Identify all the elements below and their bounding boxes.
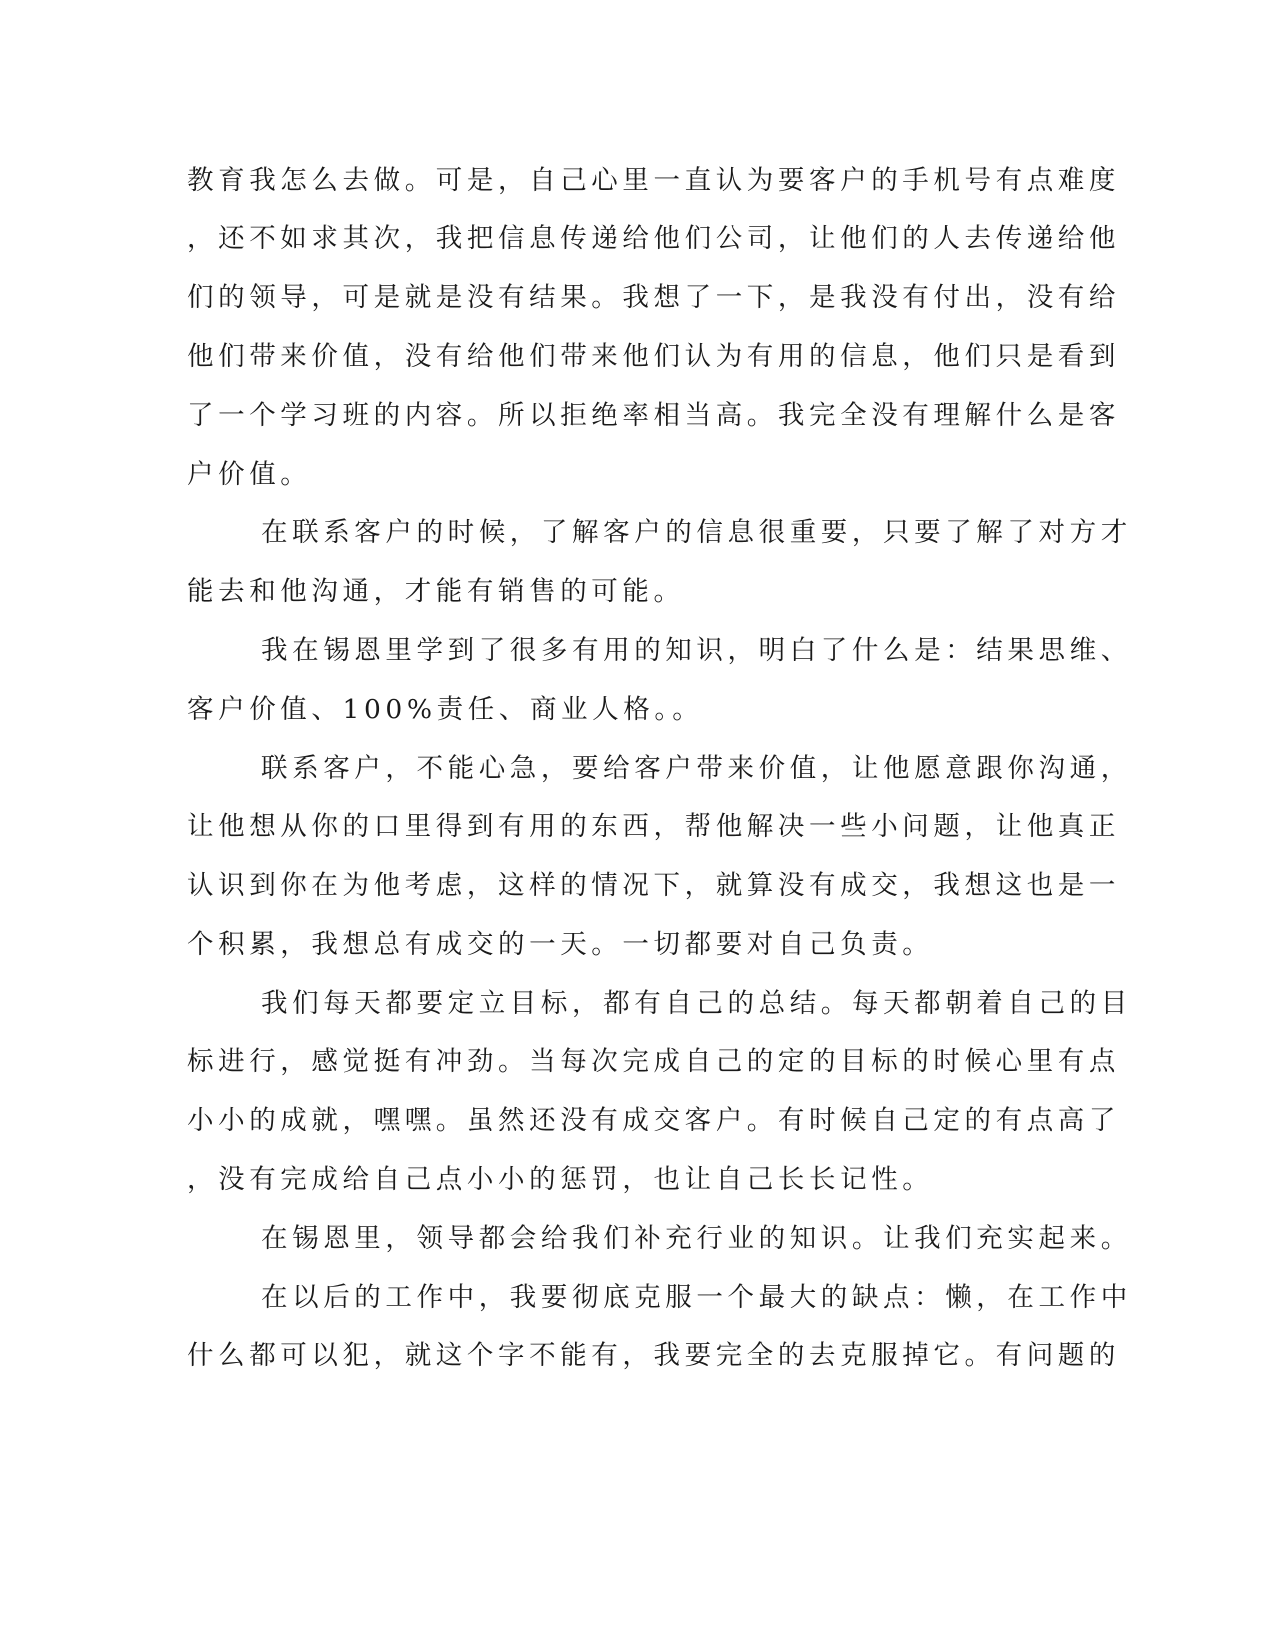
paragraph-start-line: 我在锡恩里学到了很多有用的知识，明白了什么是：结果思维、 — [261, 635, 1132, 666]
text-line: 了一个学习班的内容。所以拒绝率相当高。我完全没有理解什么是客 — [187, 400, 1120, 431]
text-line: 让他想从你的口里得到有用的东西，帮他解决一些小问题，让他真正 — [187, 811, 1120, 842]
text-line: 认识到你在为他考虑，这样的情况下，就算没有成交，我想这也是一 — [187, 870, 1120, 901]
text-line: 客户价值、100%责任、商业人格。。 — [187, 694, 704, 725]
text-line: 户价值。 — [187, 459, 312, 490]
text-line: 小小的成就，嘿嘿。虽然还没有成交客户。有时候自己定的有点高了 — [187, 1105, 1120, 1136]
text-line: 们的领导，可是就是没有结果。我想了一下，是我没有付出，没有给 — [187, 282, 1120, 313]
paragraph-start-line: 我们每天都要定立目标，都有自己的总结。每天都朝着自己的目 — [261, 988, 1132, 1019]
paragraph-start-line: 在以后的工作中，我要彻底克服一个最大的缺点：懒，在工作中 — [261, 1282, 1132, 1313]
text-line: 什么都可以犯，就这个字不能有，我要完全的去克服掉它。有问题的 — [187, 1340, 1120, 1371]
text-line: 教育我怎么去做。可是，自己心里一直认为要客户的手机号有点难度 — [187, 165, 1120, 196]
text-line: 他们带来价值，没有给他们带来他们认为有用的信息，他们只是看到 — [187, 341, 1120, 372]
text-line: 个积累，我想总有成交的一天。一切都要对自己负责。 — [187, 929, 934, 960]
text-line: ，还不如求其次，我把信息传递给他们公司，让他们的人去传递给他 — [187, 223, 1120, 254]
paragraph-start-line: 联系客户，不能心急，要给客户带来价值，让他愿意跟你沟通， — [261, 753, 1132, 784]
text-line: ，没有完成给自己点小小的惩罚，也让自己长长记性。 — [187, 1164, 934, 1195]
paragraph-start-line: 在联系客户的时候，了解客户的信息很重要，只要了解了对方才 — [261, 517, 1132, 548]
text-line: 标进行，感觉挺有冲劲。当每次完成自己的定的目标的时候心里有点 — [187, 1046, 1120, 1077]
paragraph-start-line: 在锡恩里，领导都会给我们补充行业的知识。让我们充实起来。 — [261, 1223, 1132, 1254]
text-line: 能去和他沟通，才能有销售的可能。 — [187, 576, 685, 607]
